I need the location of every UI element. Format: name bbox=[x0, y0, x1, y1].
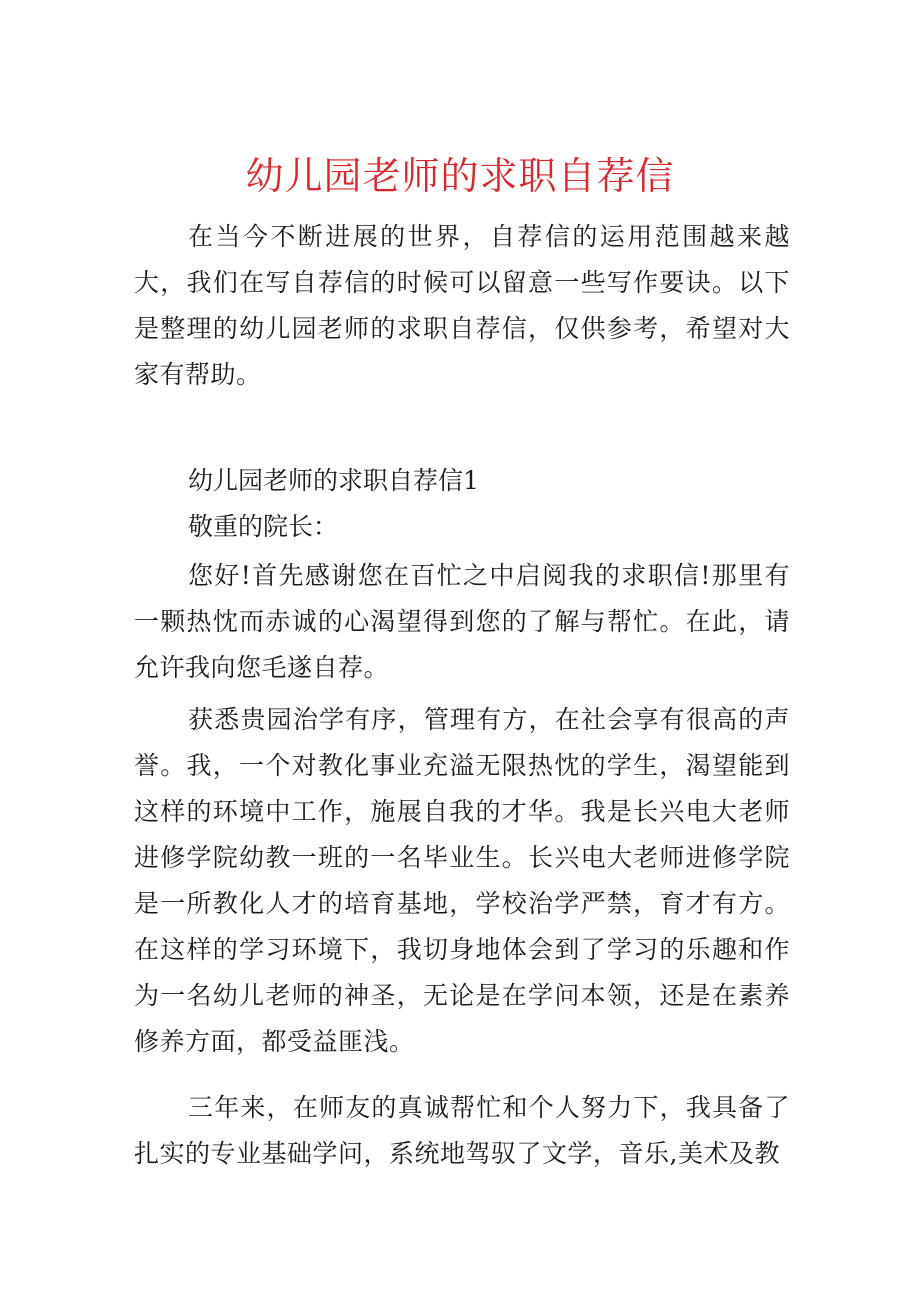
section-heading: 幼儿园老师的求职自荐信1 bbox=[188, 466, 479, 495]
intro-paragraph: 在当今不断进展的世界，自荐信的运用范围越来越大，我们在写自荐信的时候可以留意一些写作要诀。以下是整理的幼儿园老师的求职自荐信，仅供参考，希望对大家有帮助。 bbox=[134, 222, 790, 389]
salutation: 敬重的院长： bbox=[188, 512, 339, 541]
document-title: 幼儿园老师的求职自荐信 bbox=[245, 154, 675, 198]
body-paragraph-3: 三年来，在师友的真诚帮忙和个人努力下，我具备了扎实的专业基础学问，系统地驾驭了文学，音乐,美术及教 bbox=[134, 1093, 790, 1168]
body-paragraph-2: 获悉贵园治学有序，管理有方，在社会享有很高的声誉。我，一个对教化事业充溢无限热忱的学生，渴望能到这样的环境中工作，施展自我的才华。我是长兴电大老师进修学院幼教一班的一名毕业生。长兴电大老师进修学院是一所教化人才的培育基地，学校治学严禁，育才有方。在这样的学习环境下，我切身地体会到了学习的乐趣和作为一名幼儿老师的神圣，无论是在学问本领，还是在素养修养方面，都受益匪浅。 bbox=[134, 705, 790, 1056]
body-paragraph-1: 您好!首先感谢您在百忙之中启阅我的求职信!那里有一颗热忱而赤诚的心渴望得到您的了解与帮忙。在此，请允许我向您毛遂自荐。 bbox=[134, 561, 790, 682]
